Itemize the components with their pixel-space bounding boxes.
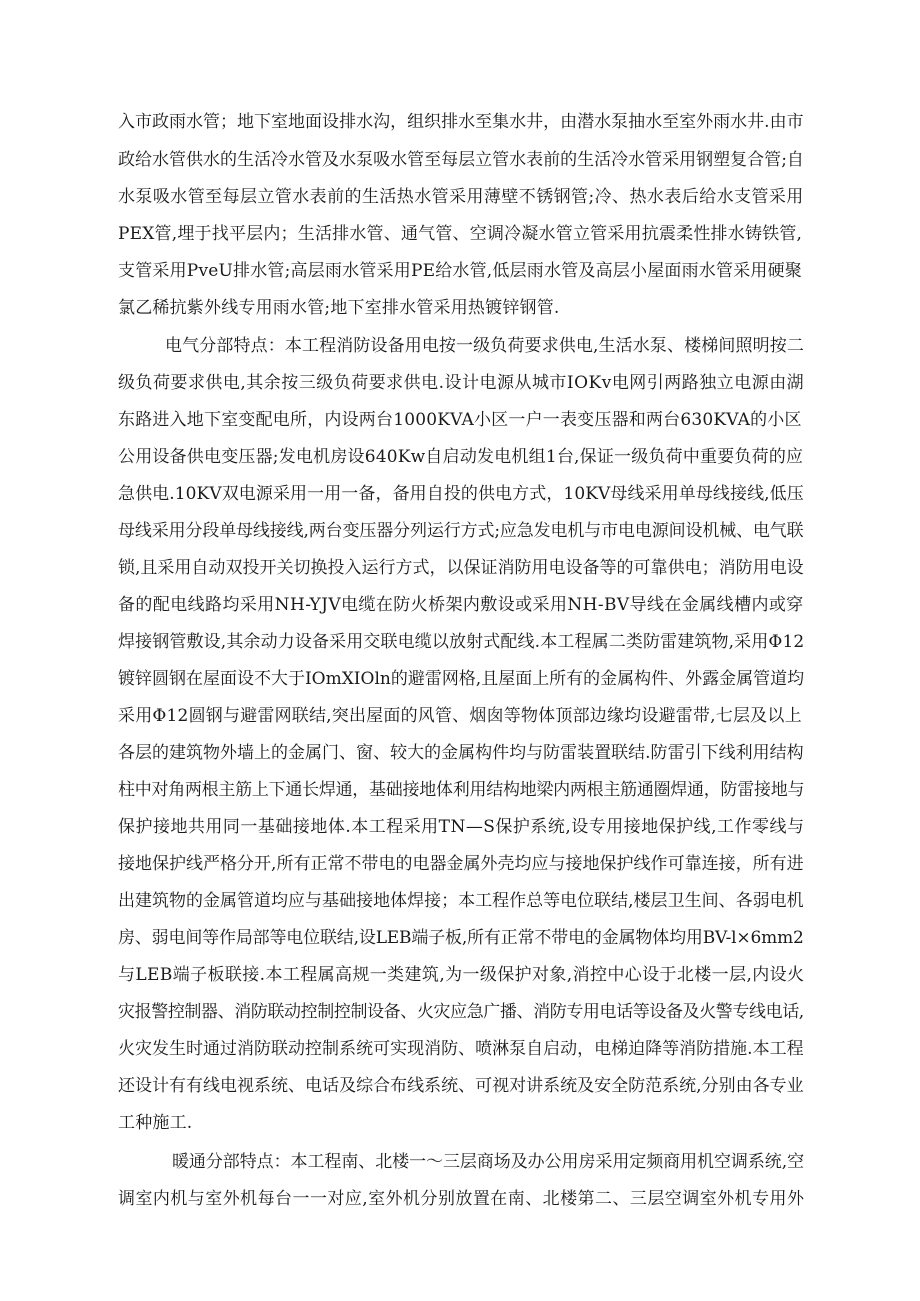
hvac-line-1: 暖通分部特点：本工程南、北楼一～三层商场及办公用房采用定频商用机空调系统,空 <box>172 1152 804 1172</box>
electrical-line-12: 各层的建筑物外墙上的金属门、窗、较大的金属构件均与防雷装置联结.防雷引下线利用结构 <box>118 743 804 763</box>
water-line-4: PEX管,埋于找平层内；生活排水管、通气管、空调冷凝水管立管采用抗震柔性排水铸铁管, <box>118 224 803 244</box>
electrical-line-19: 灾报警控制器、消防联动控制控制设备、火灾应急广播、消防专用电话等设备及火警专线电话, <box>118 1002 804 1022</box>
electrical-line-15: 接地保护线严格分开,所有正常不带电的电器金属外壳均应与接地保护线作可靠连接，所有进 <box>118 854 804 874</box>
water-line-5: 支管采用PveU排水管;高层雨水管采用PE给水管,低层雨水管及高层小屋面雨水管采用硬聚 <box>118 261 803 281</box>
electrical-line-11: 采用Φ12圆钢与避雷网联结,突出屋面的风管、烟囱等物体顶部边缘均设避雷带,七层及以上 <box>118 706 802 726</box>
electrical-line-2: 级负荷要求供电,其余按三级负荷要求供电.设计电源从城市IOKv电网引两路独立电源由湖 <box>118 373 804 393</box>
water-line-1: 入市政雨水管；地下室地面设排水沟，组织排水至集水井，由潜水泵抽水至室外雨水井.由市 <box>118 112 804 132</box>
electrical-line-17: 房、弱电间等作局部等电位联结,设LEB端子板,所有正常不带电的金属物体均用BV-l×6mm2 <box>118 928 804 948</box>
electrical-line-22: 工种施工. <box>118 1113 193 1133</box>
electrical-line-7: 锁,且采用自动双投开关切换投入运行方式，以保证消防用电设备等的可靠供电；消防用电设 <box>118 558 804 578</box>
electrical-line-4: 公用设备供电变压器;发电机房设640Kw自启动发电机组1台,保证一级负荷中重要负荷的应 <box>118 447 804 467</box>
electrical-line-8: 备的配电线路均采用NH-YJV电缆在防火桥架内敷设或采用NH-BV导线在金属线槽内或穿 <box>118 595 804 615</box>
electrical-line-21: 还设计有有线电视系统、电话及综合布线系统、可视对讲系统及安全防范系统,分别由各专业 <box>118 1076 804 1096</box>
electrical-line-16: 出建筑物的金属管道均应与基础接地体焊接；本工程作总等电位联结,楼层卫生间、各弱电机 <box>118 891 804 911</box>
electrical-line-3: 东路进入地下室变配电所，内设两台1000KVA小区一户一表变压器和两台630KVA的小区 <box>118 410 802 430</box>
electrical-line-1: 电气分部特点：本工程消防设备用电按一级负荷要求供电,生活水泵、楼梯间照明按二 <box>165 336 804 356</box>
electrical-line-20: 火灾发生时通过消防联动控制系统可实现消防、喷淋泵自启动，电梯迫降等消防措施.本工程 <box>118 1039 804 1059</box>
electrical-line-10: 镀锌圆钢在屋面设不大于IOmXIOln的避雷网格,且屋面上所有的金属构件、外露金属管道均 <box>118 669 804 689</box>
water-line-6: 氯乙稀抗紫外线专用雨水管;地下室排水管采用热镀锌钢管. <box>118 298 560 318</box>
electrical-line-18: 与LEB端子板联接.本工程属高规一类建筑,为一级保护对象,消控中心设于北楼一层,内设火 <box>118 965 804 985</box>
hvac-line-2: 调室内机与室外机每台一一对应,室外机分别放置在南、北楼第二、三层空调室外机专用外 <box>118 1189 804 1209</box>
electrical-line-5: 急供电.10KV双电源采用一用一备，备用自投的供电方式，10KV母线采用单母线接线,低压 <box>118 484 804 504</box>
electrical-line-13: 柱中对角两根主筋上下通长焊通，基础接地体利用结构地梁内两根主筋通圈焊通，防雷接地与 <box>118 780 804 800</box>
electrical-line-9: 焊接钢管敷设,其余动力设备采用交联电缆以放射式配线.本工程属二类防雷建筑物,采用Φ12 <box>118 632 804 652</box>
water-line-3: 水泵吸水管至每层立管水表前的生活热水管采用薄壁不锈钢管;冷、热水表后给水支管采用 <box>118 187 804 207</box>
electrical-line-14: 保护接地共用同一基础接地体.本工程采用TN—S保护系统,设专用接地保护线,工作零线与 <box>118 817 804 837</box>
electrical-line-6: 母线采用分段单母线接线,两台变压器分列运行方式;应急发电机与市电电源间设机械、电气联 <box>118 521 804 541</box>
water-line-2: 政给水管供水的生活冷水管及水泵吸水管至每层立管水表前的生活冷水管采用钢塑复合管;自 <box>118 150 804 170</box>
